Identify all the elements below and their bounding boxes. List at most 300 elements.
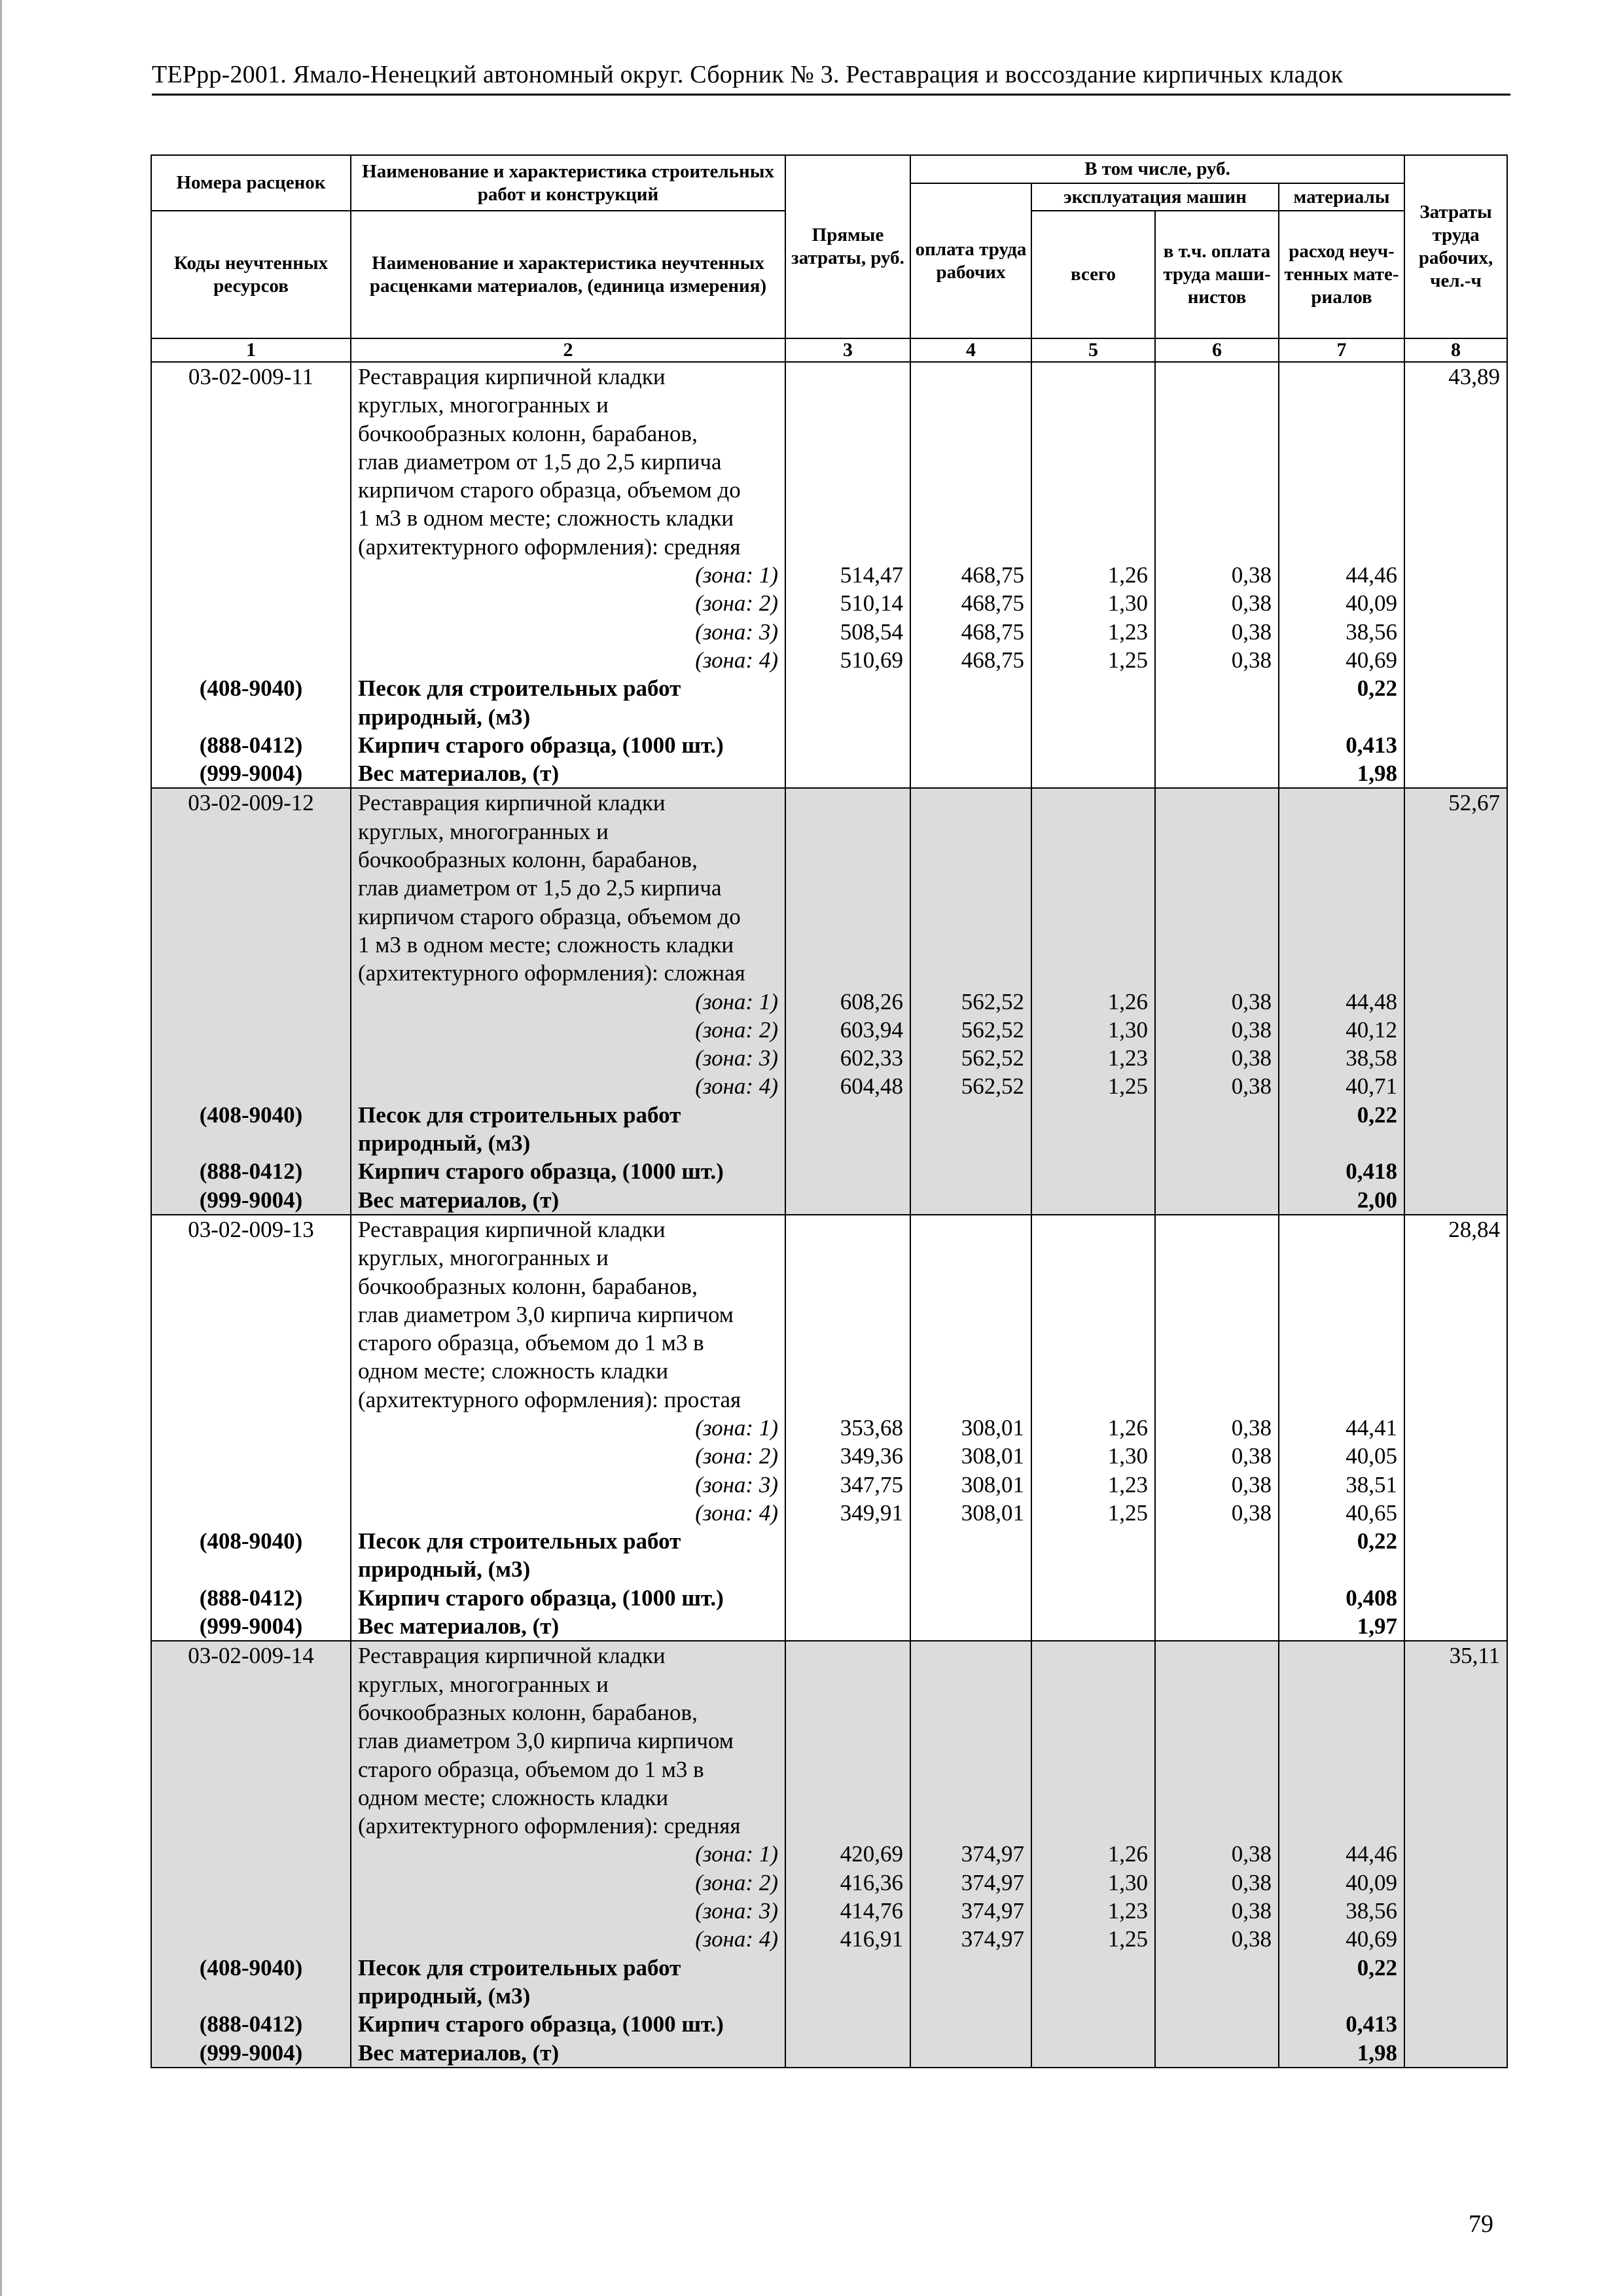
- empty-cell: [1279, 1670, 1404, 1698]
- rate-code: [151, 1698, 351, 1727]
- direct-costs: 414,76: [785, 1897, 910, 1925]
- empty-cell: [910, 846, 1031, 874]
- empty-cell: [785, 1727, 910, 1755]
- rate-name-line: [151, 1755, 1507, 1784]
- empty-cell: [785, 2039, 910, 2068]
- labor-costs: [1404, 1812, 1507, 1840]
- resource-consumption: 2,00: [1279, 1186, 1404, 1215]
- resource-consumption: 0,22: [1279, 1101, 1404, 1129]
- rate-name-line: [151, 1272, 1507, 1300]
- zone-label: (зона: 1): [351, 1414, 785, 1442]
- rate-name-line: [151, 903, 1507, 931]
- empty-cell: [1279, 1784, 1404, 1812]
- rate-name-line: [151, 391, 1507, 419]
- empty-cell: [1031, 504, 1155, 532]
- header-resource-codes: Коды неучтенных ресурсов: [151, 211, 351, 338]
- resource-consumption: 1,98: [1279, 759, 1404, 788]
- zone-row: [151, 1840, 1507, 1868]
- resource-name: Песок для строительных работ: [351, 674, 785, 702]
- zone-label: (зона: 3): [351, 1897, 785, 1925]
- empty-cell: [1404, 1129, 1507, 1157]
- empty-cell: [1404, 1897, 1507, 1925]
- column-number: 2: [351, 338, 785, 362]
- zone-label: (зона: 1): [351, 1840, 785, 1868]
- empty-cell: [1031, 1157, 1155, 1185]
- materials-cost: 40,69: [1279, 646, 1404, 674]
- empty-cell: [1279, 788, 1404, 817]
- rate-name-line: [151, 931, 1507, 959]
- rate-code: [151, 1812, 351, 1840]
- empty-cell: [910, 1272, 1031, 1300]
- empty-cell: [785, 1555, 910, 1583]
- empty-cell: [785, 1272, 910, 1300]
- rate-code: [151, 903, 351, 931]
- empty-cell: [910, 2039, 1031, 2068]
- empty-cell: [910, 1527, 1031, 1555]
- zone-label: (зона: 2): [351, 1869, 785, 1897]
- header-materials: материалы: [1279, 183, 1404, 211]
- rate-name-line: [151, 1386, 1507, 1414]
- driver-wages: 0,38: [1155, 1897, 1279, 1925]
- rate-code: [151, 1357, 351, 1385]
- direct-costs: 420,69: [785, 1840, 910, 1868]
- driver-wages: 0,38: [1155, 589, 1279, 617]
- empty-cell: [910, 1612, 1031, 1641]
- empty-cell: [1155, 1244, 1279, 1272]
- rate-name-text: глав диаметром от 1,5 до 2,5 кирпича: [351, 448, 785, 476]
- resource-name: природный, (м3): [351, 1982, 785, 2010]
- materials-cost: 40,69: [1279, 1925, 1404, 1953]
- empty-cell: [1155, 731, 1279, 759]
- empty-cell: [910, 759, 1031, 788]
- rate-name-line: [151, 874, 1507, 902]
- empty-cell: [1031, 903, 1155, 931]
- rate-code: [151, 1670, 351, 1698]
- empty-cell: [151, 589, 351, 617]
- empty-cell: [910, 1584, 1031, 1612]
- column-number: 5: [1031, 338, 1155, 362]
- rate-name-text: Реставрация кирпичной кладки: [351, 788, 785, 817]
- empty-cell: [1404, 1186, 1507, 1215]
- header-rate-numbers: Номера расценок: [151, 155, 351, 211]
- resource-name: Кирпич старого образца, (1000 шт.): [351, 731, 785, 759]
- rate-name-line: [151, 817, 1507, 846]
- empty-cell: [785, 476, 910, 504]
- empty-cell: [785, 1954, 910, 1982]
- empty-cell: [1279, 1812, 1404, 1840]
- empty-cell: [1279, 1129, 1404, 1157]
- driver-wages: 0,38: [1155, 1016, 1279, 1044]
- zone-label: (зона: 4): [351, 646, 785, 674]
- driver-wages: 0,38: [1155, 1925, 1279, 1953]
- empty-cell: [1031, 1186, 1155, 1215]
- rate-name-text: одном месте; сложность кладки: [351, 1357, 785, 1385]
- header-direct-costs: Прямые затраты, руб.: [785, 155, 910, 338]
- empty-cell: [1279, 959, 1404, 987]
- labor-costs: [1404, 476, 1507, 504]
- empty-cell: [1031, 1300, 1155, 1329]
- empty-cell: [910, 1386, 1031, 1414]
- rate-code: 03-02-009-14: [151, 1641, 351, 1670]
- direct-costs: 353,68: [785, 1414, 910, 1442]
- empty-cell: [910, 1215, 1031, 1244]
- machine-total: 1,25: [1031, 1925, 1155, 1953]
- empty-cell: [1155, 1584, 1279, 1612]
- labor-costs: [1404, 1698, 1507, 1727]
- rate-name-text: бочкообразных колонн, барабанов,: [351, 846, 785, 874]
- empty-cell: [785, 846, 910, 874]
- empty-cell: [910, 874, 1031, 902]
- rate-name-line: [151, 1784, 1507, 1812]
- empty-cell: [1155, 391, 1279, 419]
- empty-cell: [785, 448, 910, 476]
- rate-name-text: глав диаметром 3,0 кирпича кирпичом: [351, 1300, 785, 1329]
- rate-name-line: [151, 476, 1507, 504]
- empty-cell: [1404, 1471, 1507, 1499]
- empty-cell: [151, 618, 351, 646]
- rate-code: [151, 476, 351, 504]
- wages: 468,75: [910, 618, 1031, 646]
- empty-cell: [1031, 1755, 1155, 1784]
- rate-code: [151, 533, 351, 561]
- empty-cell: [910, 1186, 1031, 1215]
- empty-cell: [1031, 1670, 1155, 1698]
- empty-cell: [1279, 931, 1404, 959]
- empty-cell: [1031, 1129, 1155, 1157]
- direct-costs: 416,36: [785, 1869, 910, 1897]
- resource-row: [151, 731, 1507, 759]
- empty-cell: [785, 1300, 910, 1329]
- resource-code: (408-9040): [151, 1954, 351, 1982]
- empty-cell: [1155, 1300, 1279, 1329]
- empty-cell: [910, 476, 1031, 504]
- rate-code: [151, 817, 351, 846]
- resource-row: [151, 1612, 1507, 1641]
- empty-cell: [910, 1755, 1031, 1784]
- empty-cell: [910, 391, 1031, 419]
- machine-total: 1,26: [1031, 988, 1155, 1016]
- empty-cell: [1404, 1101, 1507, 1129]
- rate-name-text: 1 м3 в одном месте; сложность кладки: [351, 931, 785, 959]
- rate-code: [151, 1300, 351, 1329]
- empty-cell: [910, 1357, 1031, 1385]
- empty-cell: [785, 788, 910, 817]
- resource-code: (999-9004): [151, 759, 351, 788]
- empty-cell: [1155, 1101, 1279, 1129]
- rate-name-line: [151, 420, 1507, 448]
- rate-name-line: [151, 1244, 1507, 1272]
- empty-cell: [785, 959, 910, 987]
- machine-total: 1,23: [1031, 618, 1155, 646]
- rate-code: 03-02-009-11: [151, 362, 351, 391]
- direct-costs: 416,91: [785, 1925, 910, 1953]
- empty-cell: [1404, 2010, 1507, 2038]
- empty-cell: [1031, 2039, 1155, 2068]
- table-body: [151, 362, 1507, 2068]
- rate-name-text: Реставрация кирпичной кладки: [351, 362, 785, 391]
- labor-costs: 35,11: [1404, 1641, 1507, 1670]
- rate-name-text: круглых, многогранных и: [351, 1670, 785, 1698]
- empty-cell: [1279, 533, 1404, 561]
- empty-cell: [151, 1555, 351, 1583]
- empty-cell: [1031, 1982, 1155, 2010]
- header-labor-costs: Затраты труда рабочих, чел.-ч: [1404, 155, 1507, 338]
- empty-cell: [151, 703, 351, 731]
- driver-wages: 0,38: [1155, 1044, 1279, 1072]
- empty-cell: [1031, 931, 1155, 959]
- empty-cell: [1404, 674, 1507, 702]
- empty-cell: [1279, 504, 1404, 532]
- empty-cell: [1031, 959, 1155, 987]
- zone-label: (зона: 1): [351, 988, 785, 1016]
- direct-costs: 602,33: [785, 1044, 910, 1072]
- empty-cell: [1031, 1527, 1155, 1555]
- zone-row: [151, 1072, 1507, 1100]
- empty-cell: [1155, 476, 1279, 504]
- labor-costs: [1404, 1272, 1507, 1300]
- rate-name-text: Реставрация кирпичной кладки: [351, 1641, 785, 1670]
- empty-cell: [1279, 1555, 1404, 1583]
- rate-code: [151, 931, 351, 959]
- materials-cost: 44,46: [1279, 561, 1404, 589]
- resource-name-line: [151, 1129, 1507, 1157]
- empty-cell: [785, 504, 910, 532]
- empty-cell: [1155, 362, 1279, 391]
- empty-cell: [1155, 674, 1279, 702]
- empty-cell: [1155, 533, 1279, 561]
- rate-name-line: [151, 846, 1507, 874]
- empty-cell: [1031, 391, 1155, 419]
- empty-cell: [1155, 846, 1279, 874]
- materials-cost: 38,56: [1279, 1897, 1404, 1925]
- empty-cell: [1031, 476, 1155, 504]
- empty-cell: [1404, 731, 1507, 759]
- rate-name-line: [151, 448, 1507, 476]
- resource-name: Кирпич старого образца, (1000 шт.): [351, 2010, 785, 2038]
- empty-cell: [1404, 759, 1507, 788]
- resource-row: [151, 1527, 1507, 1555]
- labor-costs: [1404, 1755, 1507, 1784]
- empty-cell: [1404, 1527, 1507, 1555]
- rate-code: [151, 959, 351, 987]
- wages: 308,01: [910, 1414, 1031, 1442]
- empty-cell: [1031, 1101, 1155, 1129]
- machine-total: 1,25: [1031, 1499, 1155, 1527]
- empty-cell: [151, 1044, 351, 1072]
- empty-cell: [1031, 731, 1155, 759]
- rate-name-text: старого образца, объемом до 1 м3 в: [351, 1329, 785, 1357]
- empty-cell: [1279, 1244, 1404, 1272]
- zone-label: (зона: 4): [351, 1499, 785, 1527]
- direct-costs: 603,94: [785, 1016, 910, 1044]
- labor-costs: [1404, 448, 1507, 476]
- empty-cell: [1031, 1386, 1155, 1414]
- resource-row: [151, 674, 1507, 702]
- wages: 562,52: [910, 1016, 1031, 1044]
- empty-cell: [1155, 1329, 1279, 1357]
- labor-costs: [1404, 1386, 1507, 1414]
- empty-cell: [1404, 1584, 1507, 1612]
- empty-cell: [1279, 476, 1404, 504]
- empty-cell: [910, 817, 1031, 846]
- resource-row: [151, 2010, 1507, 2038]
- empty-cell: [1279, 874, 1404, 902]
- machine-total: 1,26: [1031, 561, 1155, 589]
- empty-cell: [1404, 988, 1507, 1016]
- empty-cell: [1279, 903, 1404, 931]
- rate-name-text: бочкообразных колонн, барабанов,: [351, 1698, 785, 1727]
- machine-total: 1,25: [1031, 646, 1155, 674]
- machine-total: 1,23: [1031, 1044, 1155, 1072]
- zone-label: (зона: 2): [351, 589, 785, 617]
- driver-wages: 0,38: [1155, 1471, 1279, 1499]
- direct-costs: 349,36: [785, 1442, 910, 1470]
- empty-cell: [1155, 1612, 1279, 1641]
- rate-code: 03-02-009-13: [151, 1215, 351, 1244]
- empty-cell: [1279, 1641, 1404, 1670]
- rate-name-line: [151, 1812, 1507, 1840]
- resource-name: природный, (м3): [351, 1555, 785, 1583]
- labor-costs: [1404, 1244, 1507, 1272]
- empty-cell: [1155, 2039, 1279, 2068]
- wages: 374,97: [910, 1925, 1031, 1953]
- rate-name-text: одном месте; сложность кладки: [351, 1784, 785, 1812]
- empty-cell: [1155, 1954, 1279, 1982]
- empty-cell: [1404, 1442, 1507, 1470]
- rate-name-text: круглых, многогранных и: [351, 1244, 785, 1272]
- empty-cell: [785, 1386, 910, 1414]
- header-including: В том числе, руб.: [910, 155, 1404, 183]
- empty-cell: [910, 1812, 1031, 1840]
- empty-cell: [151, 646, 351, 674]
- materials-cost: 38,58: [1279, 1044, 1404, 1072]
- empty-cell: [1031, 1555, 1155, 1583]
- empty-cell: [1155, 1186, 1279, 1215]
- empty-cell: [1031, 2010, 1155, 2038]
- resource-consumption: 0,413: [1279, 731, 1404, 759]
- materials-cost: 44,41: [1279, 1414, 1404, 1442]
- machine-total: 1,26: [1031, 1414, 1155, 1442]
- empty-cell: [1155, 1982, 1279, 2010]
- zone-row: [151, 1869, 1507, 1897]
- empty-cell: [1155, 420, 1279, 448]
- labor-costs: [1404, 959, 1507, 987]
- driver-wages: 0,38: [1155, 561, 1279, 589]
- empty-cell: [910, 420, 1031, 448]
- zone-row: [151, 589, 1507, 617]
- empty-cell: [1031, 1272, 1155, 1300]
- rate-name-text: бочкообразных колонн, барабанов,: [351, 1272, 785, 1300]
- wages: 468,75: [910, 561, 1031, 589]
- rate-code: [151, 1329, 351, 1357]
- zone-row: [151, 1471, 1507, 1499]
- rate-code: [151, 1244, 351, 1272]
- empty-cell: [910, 1727, 1031, 1755]
- direct-costs: 510,69: [785, 646, 910, 674]
- direct-costs: 349,91: [785, 1499, 910, 1527]
- resource-code: (888-0412): [151, 1157, 351, 1185]
- labor-costs: [1404, 504, 1507, 532]
- rate-name-text: (архитектурного оформления): средняя: [351, 533, 785, 561]
- labor-costs: 52,67: [1404, 788, 1507, 817]
- empty-cell: [910, 959, 1031, 987]
- empty-cell: [151, 1442, 351, 1470]
- rate-code: [151, 1784, 351, 1812]
- column-number: 3: [785, 338, 910, 362]
- driver-wages: 0,38: [1155, 1414, 1279, 1442]
- direct-costs: 608,26: [785, 988, 910, 1016]
- empty-cell: [1031, 1612, 1155, 1641]
- empty-cell: [785, 391, 910, 419]
- empty-cell: [1404, 1840, 1507, 1868]
- empty-cell: [785, 1329, 910, 1357]
- empty-cell: [785, 1129, 910, 1157]
- column-number: 6: [1155, 338, 1279, 362]
- header-rule: [152, 94, 1510, 96]
- rate-row: [151, 1641, 1507, 1670]
- rate-name-text: глав диаметром от 1,5 до 2,5 кирпича: [351, 874, 785, 902]
- resource-name: Вес материалов, (т): [351, 1612, 785, 1641]
- rate-name-line: [151, 1670, 1507, 1698]
- driver-wages: 0,38: [1155, 988, 1279, 1016]
- empty-cell: [1279, 1357, 1404, 1385]
- resource-code: (888-0412): [151, 1584, 351, 1612]
- header-work-name: Наименование и характеристика строительных работ и конструкций: [351, 155, 785, 211]
- zone-row: [151, 1925, 1507, 1953]
- zone-label: (зона: 3): [351, 1471, 785, 1499]
- empty-cell: [1031, 1584, 1155, 1612]
- empty-cell: [785, 759, 910, 788]
- resource-row: [151, 1584, 1507, 1612]
- empty-cell: [1031, 1244, 1155, 1272]
- page-number: 79: [1469, 2210, 1493, 2238]
- rate-name-line: [151, 1357, 1507, 1385]
- empty-cell: [1404, 1925, 1507, 1953]
- machine-total: 1,30: [1031, 1442, 1155, 1470]
- empty-cell: [1031, 1727, 1155, 1755]
- direct-costs: 508,54: [785, 618, 910, 646]
- empty-cell: [910, 1954, 1031, 1982]
- empty-cell: [910, 504, 1031, 532]
- empty-cell: [785, 1982, 910, 2010]
- rate-code: [151, 504, 351, 532]
- empty-cell: [1404, 1072, 1507, 1100]
- labor-costs: [1404, 420, 1507, 448]
- resource-code: (408-9040): [151, 674, 351, 702]
- zone-label: (зона: 4): [351, 1925, 785, 1953]
- resource-row: [151, 2039, 1507, 2068]
- empty-cell: [1279, 1698, 1404, 1727]
- rate-name-text: Реставрация кирпичной кладки: [351, 1215, 785, 1244]
- rate-name-text: круглых, многогранных и: [351, 391, 785, 419]
- empty-cell: [151, 1471, 351, 1499]
- empty-cell: [1404, 1044, 1507, 1072]
- empty-cell: [151, 1414, 351, 1442]
- empty-cell: [785, 817, 910, 846]
- empty-cell: [910, 1157, 1031, 1185]
- table-header: [151, 155, 1507, 362]
- resource-row: [151, 1157, 1507, 1185]
- resource-code: (408-9040): [151, 1101, 351, 1129]
- labor-costs: 43,89: [1404, 362, 1507, 391]
- empty-cell: [1031, 674, 1155, 702]
- resource-name: Песок для строительных работ: [351, 1527, 785, 1555]
- rate-name-line: [151, 1329, 1507, 1357]
- column-numbers-row: [151, 338, 1507, 362]
- empty-cell: [1031, 874, 1155, 902]
- empty-cell: [1155, 703, 1279, 731]
- rate-name-line: [151, 533, 1507, 561]
